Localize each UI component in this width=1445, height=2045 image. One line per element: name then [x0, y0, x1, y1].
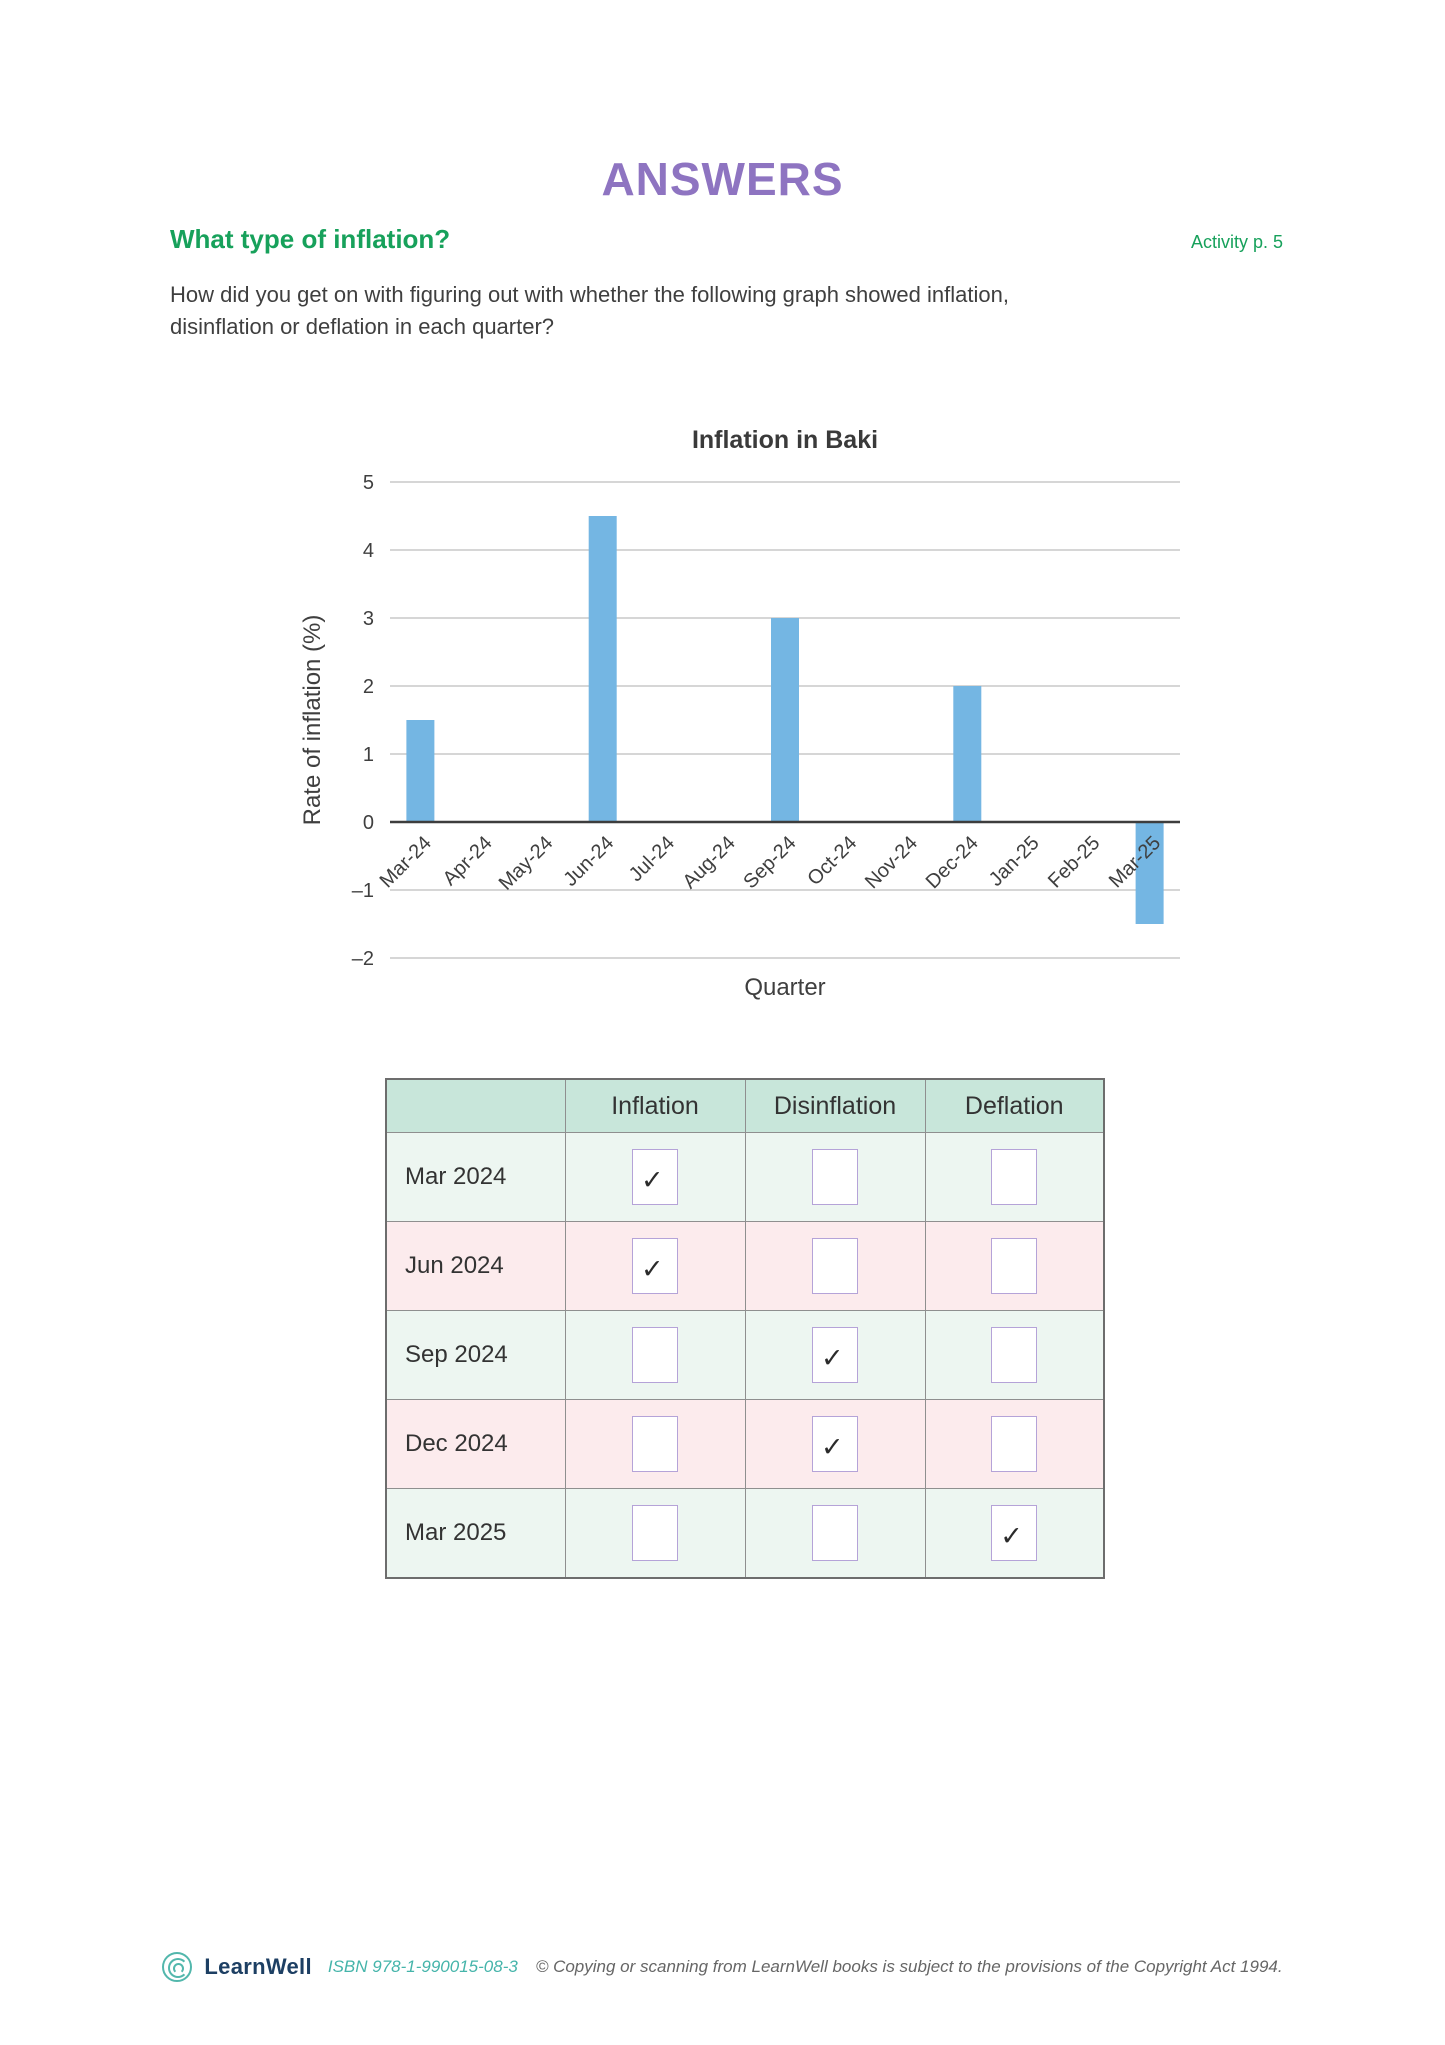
ytick--2: –2	[351, 948, 374, 970]
ytick-3: 3	[362, 608, 374, 630]
intro-text	[170, 279, 1285, 343]
xtick-Jun-24: Jun-24	[559, 831, 619, 891]
checkmark	[633, 1461, 641, 1471]
ytick-2: 2	[362, 676, 374, 698]
checkmark	[813, 1283, 821, 1293]
checkmark	[813, 1194, 821, 1204]
row-label-mar-2024: Mar 2024	[386, 1133, 565, 1222]
checkbox-dec-2024-inflation[interactable]	[632, 1416, 678, 1472]
xtick-Mar-24: Mar-24	[375, 831, 436, 893]
section-header-row	[170, 224, 1283, 255]
row-label-jun-2024: Jun 2024	[386, 1222, 565, 1311]
xtick-Aug-24: Aug-24	[678, 831, 740, 894]
xtick-Sep-24: Sep-24	[739, 831, 801, 894]
page-title: ANSWERS	[601, 153, 844, 205]
checkmark: ✓	[821, 1343, 844, 1373]
xtick-Jul-24: Jul-24	[624, 831, 679, 887]
chart-title: Inflation in Baki	[691, 426, 879, 454]
checkbox-jun-2024-inflation[interactable]	[632, 1238, 678, 1294]
table-row-dec-2024	[386, 1400, 1104, 1489]
ytick-1: 1	[362, 744, 374, 766]
row-label-mar-2025: Mar 2025	[386, 1489, 565, 1578]
page-footer	[0, 1952, 1445, 1982]
checkmark: ✓	[821, 1432, 844, 1462]
checkbox-mar-2025-deflation[interactable]	[991, 1505, 1037, 1561]
checkbox-sep-2024-deflation[interactable]	[991, 1327, 1037, 1383]
copyright-text: © Copying or scanning from LearnWell books is subject to the provisions of the Copyright Act 1994.	[535, 1957, 1283, 1976]
row-label-sep-2024: Sep 2024	[386, 1311, 565, 1400]
col-header-inflation: Inflation	[565, 1079, 745, 1133]
checkbox-mar-2024-deflation[interactable]	[991, 1149, 1037, 1205]
ytick-5: 5	[362, 472, 374, 494]
checkmark	[992, 1461, 1000, 1471]
ytick-4: 4	[362, 540, 374, 562]
bar-Jun-24	[589, 516, 617, 822]
section-heading: What type of inflation?	[170, 224, 451, 254]
checkbox-jun-2024-disinflation[interactable]	[812, 1238, 858, 1294]
xtick-Feb-25: Feb-25	[1044, 831, 1105, 893]
checkmark: ✓	[1000, 1520, 1023, 1551]
inflation-bar-chart	[0, 400, 1445, 1020]
xtick-Nov-24: Nov-24	[860, 831, 923, 894]
checkmark	[992, 1194, 1000, 1204]
checkbox-mar-2025-disinflation[interactable]	[812, 1505, 858, 1561]
checkbox-mar-2025-inflation[interactable]	[632, 1505, 678, 1561]
col-header-disinflation: Disinflation	[745, 1079, 925, 1133]
xtick-May-24: May-24	[494, 831, 558, 895]
checkbox-dec-2024-deflation[interactable]	[991, 1416, 1037, 1472]
y-axis-label: Rate of inflation (%)	[299, 614, 326, 826]
table-row-mar-2025	[386, 1489, 1104, 1578]
table-row-jun-2024	[386, 1222, 1104, 1311]
col-header-deflation: Deflation	[925, 1079, 1104, 1133]
checkmark: ✓	[641, 1254, 664, 1284]
intro-line-2: disinflation or deflation in each quarter?	[170, 313, 555, 339]
checkmark	[813, 1550, 821, 1560]
checkmark	[633, 1550, 641, 1560]
table-row-sep-2024	[386, 1311, 1104, 1400]
checkbox-dec-2024-disinflation[interactable]	[812, 1416, 858, 1472]
answer-table	[385, 1078, 1105, 1579]
xtick-Oct-24: Oct-24	[803, 831, 862, 890]
xtick-Mar-25: Mar-25	[1104, 831, 1166, 893]
bar-Mar-24	[406, 720, 434, 822]
intro-line-1: How did you get on with figuring out with whether the following graph showed inflation,	[170, 282, 1009, 307]
bar-Dec-24	[953, 686, 981, 822]
checkbox-mar-2024-inflation[interactable]	[632, 1149, 678, 1205]
checkmark: ✓	[641, 1165, 664, 1195]
checkbox-sep-2024-disinflation[interactable]	[812, 1327, 858, 1383]
xtick-Jan-25: Jan-25	[984, 831, 1044, 891]
chart-svg	[0, 400, 1445, 1020]
isbn-text: ISBN 978-1-990015-08-3	[327, 1957, 518, 1976]
activity-reference: Activity p. 5	[1190, 232, 1283, 252]
ytick-0: 0	[362, 812, 374, 834]
checkmark	[633, 1372, 641, 1382]
table-corner-cell	[386, 1079, 565, 1133]
bar-Sep-24	[771, 618, 799, 822]
checkmark	[992, 1372, 1000, 1382]
xtick-Dec-24: Dec-24	[921, 831, 983, 894]
table-row-mar-2024	[386, 1133, 1104, 1222]
checkbox-jun-2024-deflation[interactable]	[991, 1238, 1037, 1294]
xtick-Apr-24: Apr-24	[438, 831, 497, 890]
checkbox-mar-2024-disinflation[interactable]	[812, 1149, 858, 1205]
checkbox-sep-2024-inflation[interactable]	[632, 1327, 678, 1383]
row-label-dec-2024: Dec 2024	[386, 1400, 565, 1489]
table-header-row	[386, 1079, 1104, 1133]
checkmark	[992, 1283, 1000, 1293]
x-axis-label: Quarter	[744, 974, 826, 1001]
ytick--1: –1	[351, 880, 374, 902]
brand-name: LearnWell	[204, 1954, 312, 1979]
learnwell-spiral-logo-icon	[162, 1952, 192, 1982]
